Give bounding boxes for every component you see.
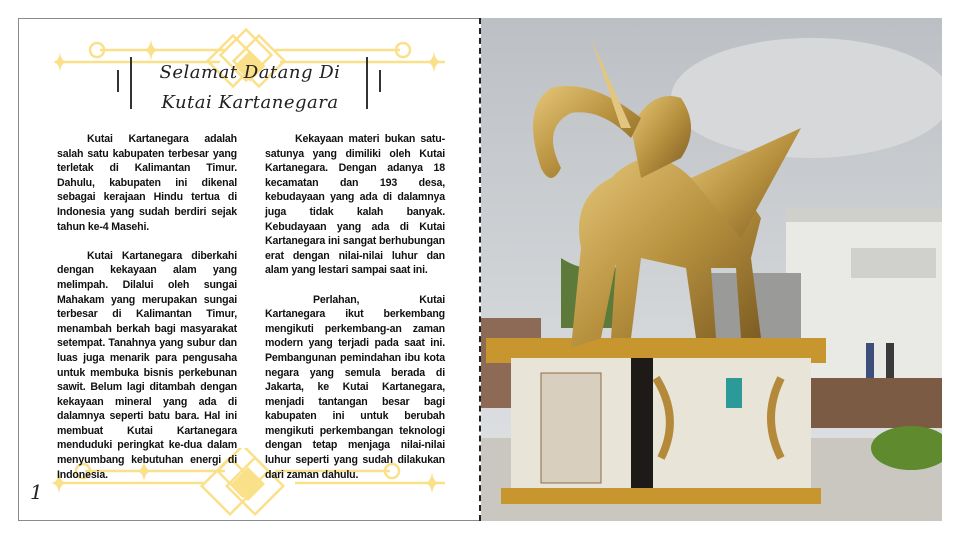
- page-title: [140, 58, 360, 118]
- page-fold-divider: [479, 18, 481, 521]
- paragraph: Kekayaan materi bukan satu-satunya yang dimiliki oleh Kutai Kartanegara. Dengan adanya 18 kecamatan dan 193 desa, kebudayaan yang ada di dalamnya juga tidak kalah banyak. Kebudayaan yang ada di Kutai Kartanegara ini sangat berhubungan erat dengan nilai-nilai luhur dan alam yang lestari sampai saat ini.: [265, 133, 445, 277]
- title-divider-line: [366, 57, 368, 109]
- page-number: 1: [30, 480, 43, 504]
- title-divider-line: [130, 57, 132, 109]
- right-column: [265, 132, 445, 497]
- title-divider-line: [117, 70, 119, 92]
- paragraph: Kutai Kartanegara adalah salah satu kabupaten terbesar yang terletak di Kalimantan Timur. Dahulu, kabupaten ini dikenal sebagai kerajaan Hindu tertua di Indonesia yang sudah berdiri sejak tahun ke-4 Masehi.: [57, 133, 237, 233]
- paragraph: Perlahan, Kutai Kartanegara ikut berkembang mengikuti perkembang-an zaman modern yang terjadi pada saat ini. Pembangunan pemindahan ibu kota negara yang semula berada di Jakarta, ke Kutai Kartanegara, menjadi tantangan besar bagi kabupaten ini untuk berubah mengikuti perkembangan teknologi dengan tetap menjaga nilai-nilai luhur seperti yang sudah dilakukan dari zaman dahulu.: [265, 293, 445, 481]
- title-line-1: Selamat Datang Di: [159, 62, 341, 83]
- left-column: [57, 132, 237, 497]
- paragraph: Kutai Kartanegara diberkahi dengan kekayaan alam yang melimpah. Dilalui oleh sungai Mahakam yang merupakan sungai terbesar di Kalimantan Timur, menambah berkah bagi masyarakat setempat. Tanahnya yang subur dan luas juga menarik para pengusaha untuk membuka bisnis perkebunan sawit. Belum lagi ditambah dengan kekayaan mineral yang ada di dalamnya seperti batu bara. Hal ini membuat Kutai Kartanegara menduduki peringkat ke-dua dalam menyumbang kebutuhan energi di Indonesia.: [57, 249, 237, 481]
- statue-photo: [481, 18, 942, 521]
- title-line-2: Kutai Kartanegara: [161, 92, 339, 113]
- title-divider-line: [379, 70, 381, 92]
